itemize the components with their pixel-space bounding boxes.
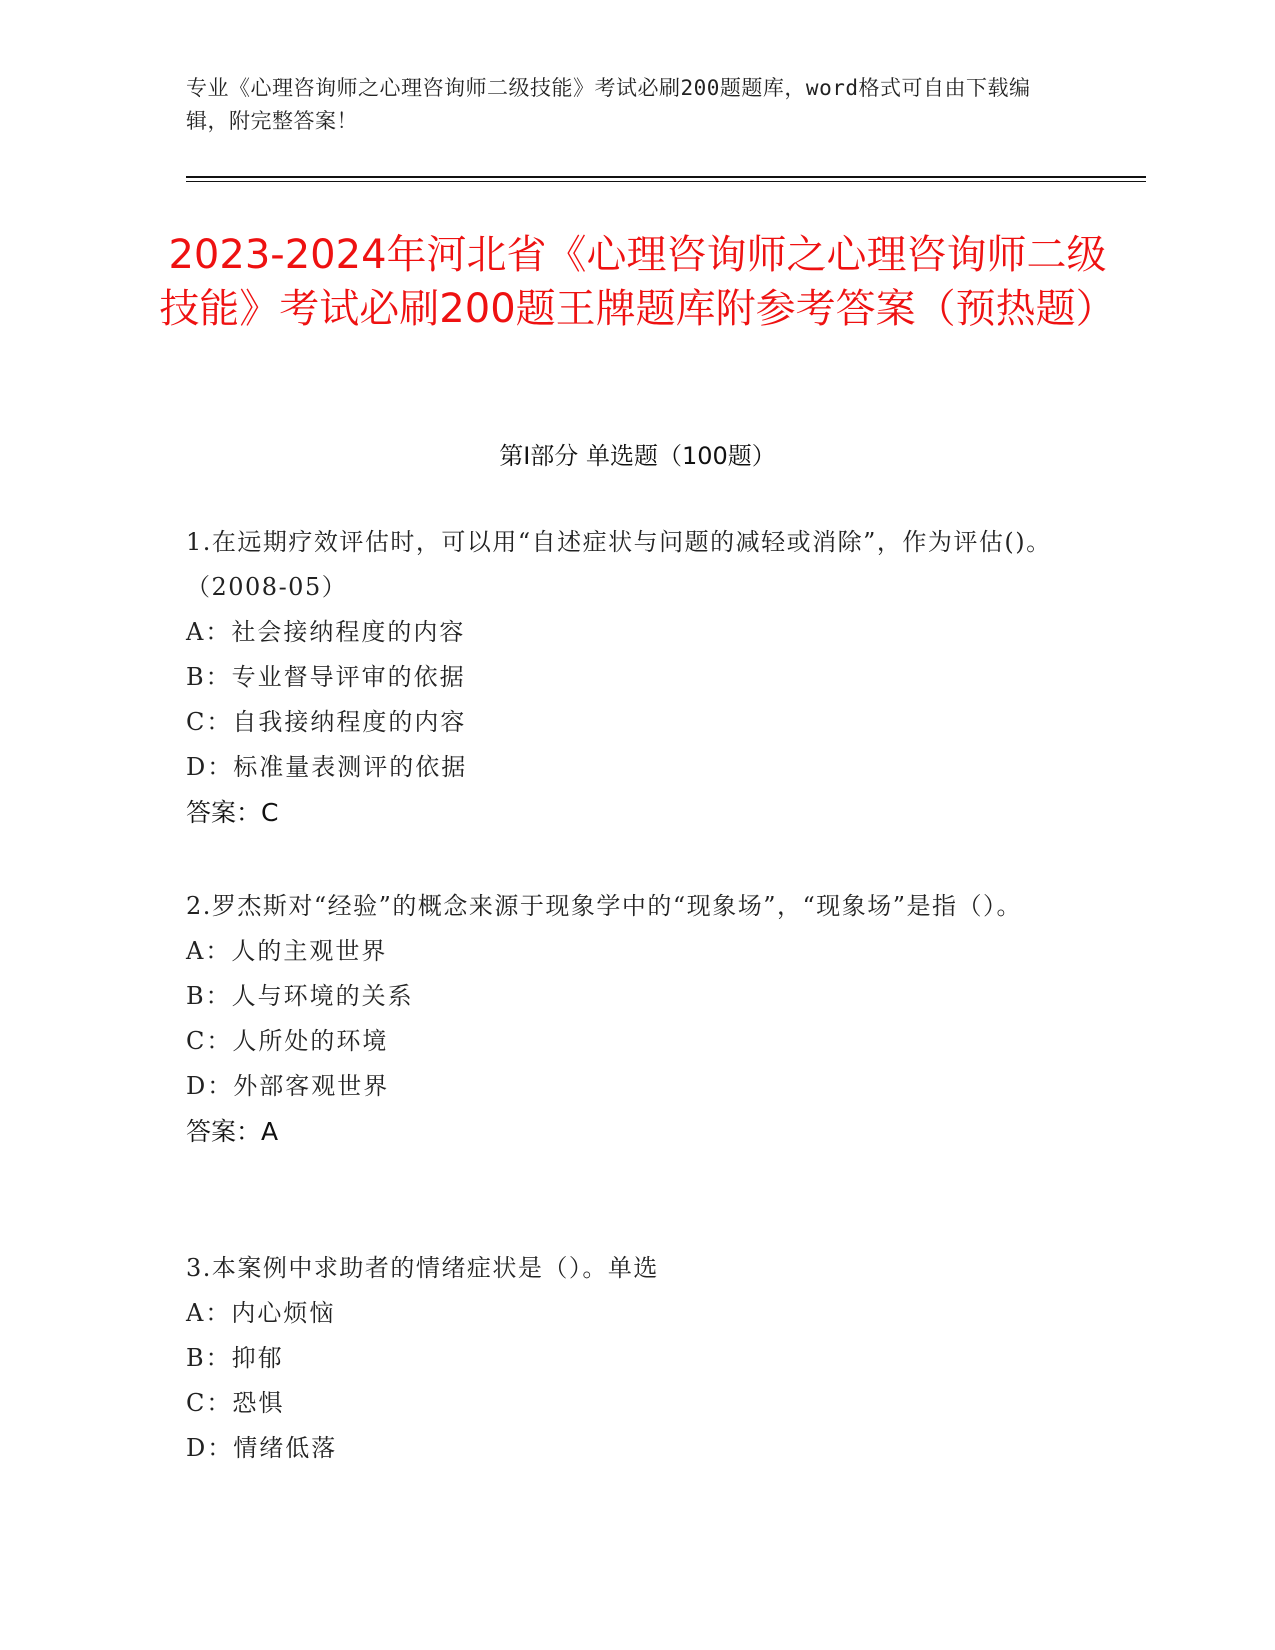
header-divider: [186, 176, 1146, 182]
option-b: B：专业督导评审的依据: [186, 663, 466, 691]
option-d: D：外部客观世界: [186, 1072, 390, 1100]
option-a: A：社会接纳程度的内容: [186, 618, 466, 646]
question-1: [186, 520, 1066, 836]
question-2: [186, 884, 1066, 1155]
option-d: D：标准量表测评的依据: [186, 753, 468, 781]
option-d: D：情绪低落: [186, 1434, 338, 1462]
document-title: 2023-2024年河北省《心理咨询师之心理咨询师二级技能》考试必刷200题王牌题库附参考答案（预热题）: [159, 232, 1116, 332]
question-3: [186, 1246, 1066, 1471]
question-stem: 3.本案例中求助者的情绪症状是（）。单选: [186, 1254, 659, 1282]
section-heading: 第I部分 单选题（100题）: [499, 442, 776, 470]
option-c: C：自我接纳程度的内容: [186, 708, 467, 736]
question-stem: 1.在远期疗效评估时，可以用“自述症状与问题的减轻或消除”，作为评估()。（2008-05）: [186, 528, 1052, 601]
option-c: C：恐惧: [186, 1389, 285, 1417]
answer-line: 答案：A: [186, 1117, 279, 1146]
option-b: B：抑郁: [186, 1344, 284, 1372]
option-a: A：人的主观世界: [186, 937, 388, 965]
option-a: A：内心烦恼: [186, 1299, 336, 1327]
header-note: 专业《心理咨询师之心理咨询师二级技能》考试必刷200题题库，word格式可自由下载编辑，附完整答案！: [186, 76, 1031, 133]
option-b: B：人与环境的关系: [186, 982, 414, 1010]
answer-line: 答案：C: [186, 798, 279, 827]
question-stem: 2.罗杰斯对“经验”的概念来源于现象学中的“现象场”，“现象场”是指（）。: [186, 892, 1023, 920]
option-c: C：人所处的环境: [186, 1027, 389, 1055]
